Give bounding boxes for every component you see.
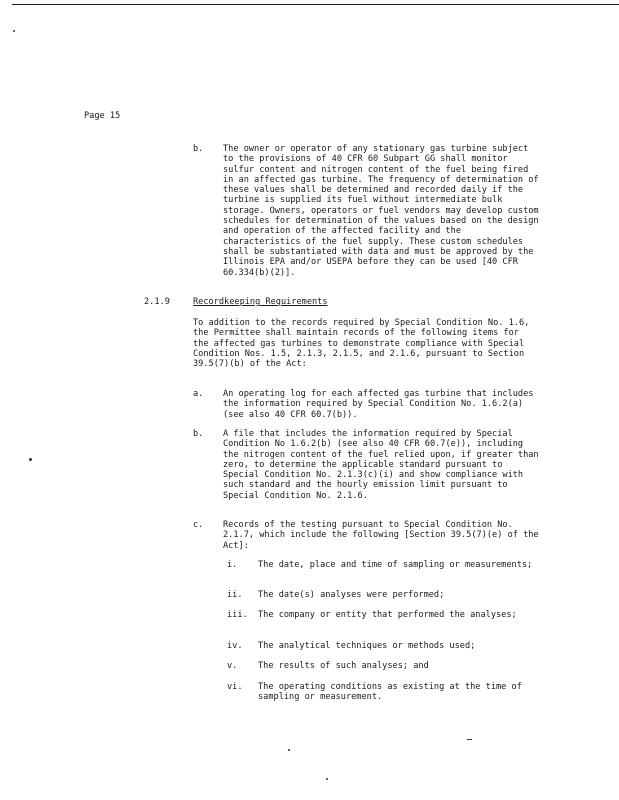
subitem-text: The analytical techniques or methods used;	[258, 641, 476, 651]
scan-speck	[326, 778, 328, 780]
page-number: Page 15	[84, 111, 121, 121]
scan-speck	[467, 739, 472, 740]
subitem-text: The operating conditions as existing at the time of sampling or measurement.	[258, 682, 522, 703]
subitem-numeral: iii.	[227, 610, 248, 620]
item-text: An operating log for each affected gas turbine that includes the information required by Special Condition No. 1.6.2(a) (see also 40 CFR 60.7(b)).	[223, 389, 534, 420]
subitem-text: The date, place and time of sampling or measurements;	[258, 560, 533, 570]
item-letter: b.	[193, 144, 204, 154]
subitem-text: The company or entity that performed the analyses;	[258, 610, 517, 620]
item-letter: b.	[193, 429, 204, 439]
scan-border-line	[12, 4, 619, 5]
scan-speck	[13, 30, 15, 32]
subitem-numeral: ii.	[227, 590, 243, 600]
item-text: A file that includes the information required by Special Condition No 1.6.2(b) (see also 40 CFR 60.7(e)), including the nitrogen content of the fuel relied upon, if greater than zero, to determine the applicable standard pursuant to Special Condition No. 2.1.3(c)(i) and show compliance with such standard and the hourly emission limit pursuant to Special Condition No. 2.1.6.	[223, 429, 539, 501]
subitem-text: The results of such analyses; and	[258, 661, 429, 671]
subitem-numeral: vi.	[227, 682, 243, 692]
subitem-numeral: i.	[227, 560, 238, 570]
scan-speck	[29, 458, 32, 461]
subitem-text: The date(s) analyses were performed;	[258, 590, 445, 600]
section-intro: To addition to the records required by Special Condition No. 1.6, the Permittee shall maintain records of the following items for the affected gas turbines to demonstrate compliance with Special Condition Nos. 1.5, 2.1.3, 2.1.5, and 2.1.6, pursuant to Section 39.5(7)(b) of the Act:	[193, 318, 530, 370]
subitem-numeral: v.	[227, 661, 238, 671]
section-number: 2.1.9	[144, 297, 170, 307]
scan-speck	[288, 749, 290, 751]
section-heading: Recordkeeping Requirements	[193, 297, 328, 307]
subitem-numeral: iv.	[227, 641, 243, 651]
item-letter: c.	[193, 520, 204, 530]
item-text: Records of the testing pursuant to Special Condition No. 2.1.7, which include the following [Section 39.5(7)(e) of the Act]:	[223, 520, 539, 551]
item-text: The owner or operator of any stationary gas turbine subject to the provisions of 40 CFR 60 Subpart GG shall monitor sulfur content and nitrogen content of the fuel being fired in an affected gas turbine. The frequency of determination of these values shall be determined and recorded daily if the turbine is supplied its fuel without intermediate bulk storage. Owners, operators or fuel vendors may develop custom schedules for determination of the values based on the design and operation of the affected facility and the characteristics of the fuel supply. These custom schedules shall be substantiated with data and must be approved by the Illinois EPA and/or USEPA before they can be used [40 CFR 60.334(b)(2)].	[223, 144, 539, 278]
item-letter: a.	[193, 389, 204, 399]
